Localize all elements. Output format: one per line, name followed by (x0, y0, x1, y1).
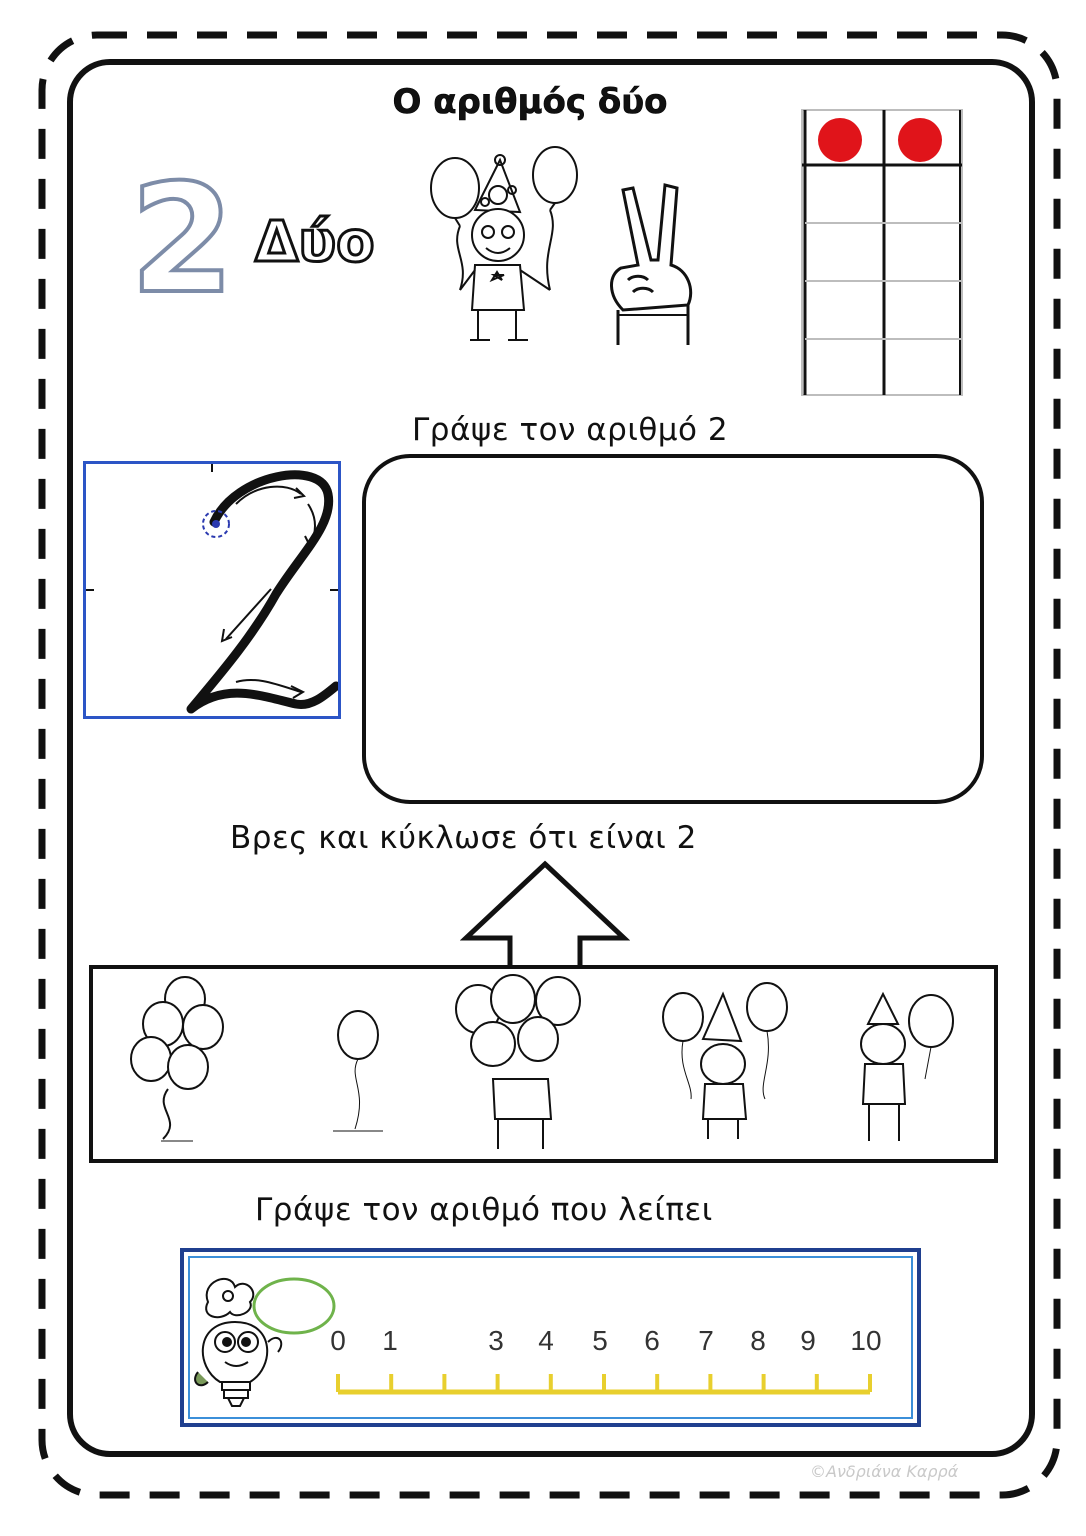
tracing-guide (83, 461, 341, 719)
tick-label: 4 (538, 1325, 554, 1356)
numeral-outline: 2 (130, 153, 235, 327)
ten-frame-counter (898, 118, 942, 162)
section-find-heading: Βρες και κύκλωσε ότι είναι 2 (230, 820, 697, 856)
section-write-heading: Γράψε τον αριθμό 2 (412, 412, 729, 448)
peace-hand-icon (603, 180, 698, 345)
ten-frame-counter (818, 118, 862, 162)
number-line (320, 1360, 890, 1400)
up-arrow-icon (460, 860, 630, 970)
tick-label: 6 (644, 1325, 660, 1356)
tick-label: 8 (750, 1325, 766, 1356)
tick-label: 10 (850, 1325, 882, 1356)
party-boy-balloons-icon (420, 140, 585, 355)
boy-many-balloons-image[interactable] (456, 975, 580, 1149)
tick-label: 9 (800, 1325, 816, 1356)
balloon-bunch-image[interactable] (131, 977, 223, 1141)
page-title: Ο αριθμός δύο (392, 82, 668, 122)
picture-strip (89, 965, 998, 1163)
author-credit: ©Ανδριάνα Καρρά (810, 1462, 959, 1481)
ten-frame (800, 108, 965, 398)
tick-label: 0 (330, 1325, 346, 1356)
single-balloon-image[interactable] (333, 1011, 383, 1131)
missing-number-bubble[interactable] (250, 1276, 340, 1338)
section-missing-heading: Γράψε τον αριθμό που λείπει (255, 1192, 713, 1228)
writing-area[interactable] (362, 454, 984, 804)
tick-label: 5 (592, 1325, 608, 1356)
tick-label: 3 (488, 1325, 504, 1356)
boy-two-balloons-image[interactable] (663, 983, 787, 1139)
tick-label: 7 (698, 1325, 714, 1356)
number-word: Δύο (255, 210, 375, 275)
boy-one-balloon-image[interactable] (861, 994, 953, 1141)
tick-label: 1 (382, 1325, 398, 1356)
